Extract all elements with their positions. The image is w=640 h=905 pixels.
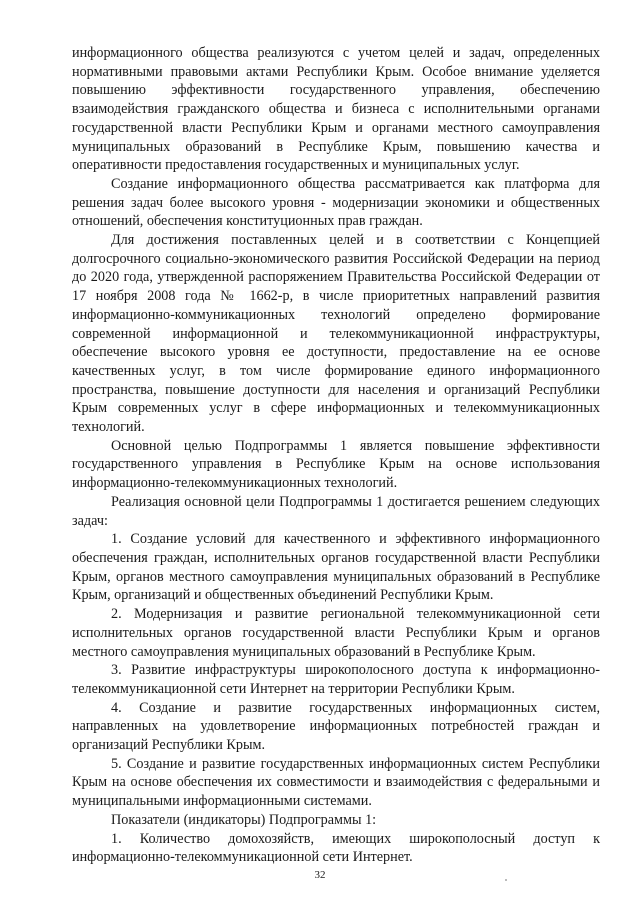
list-item: 1. Количество домохозяйств, имеющих широкополосный доступ к информационно-телекоммуникационной сети Интернет.	[72, 830, 600, 866]
list-item: 1. Создание условий для качественного и эффективного информационного обеспечения граждан, исполнительных органов государственной власти Республики Крым, органов местного самоуправления муниципальных образований в Республике Крым, организаций и общественных объединений Республики Крым.	[72, 531, 600, 604]
list-item: 3. Развитие инфраструктуры широкополосного доступа к информационно-телекоммуникационной сети Интернет на территории Республики Крым.	[72, 662, 600, 697]
paragraph: информационного общества реализуются с учетом целей и задач, определенных нормативными правовыми актами Республики Крым. Особое внимание уделяется повышению эффективности государственного управления, обеспечению взаимодействия гражданского общества и бизнеса с исполнительными органами государственной власти Республики Крым и органами местного самоуправления муниципальных образований в Республике Крым, повышению качества и оперативности предоставления государственных и муниципальных услуг.	[72, 45, 600, 174]
list-item: 2. Модернизация и развитие региональной телекоммуникационной сети исполнительных органов государственной власти Республики Крым и органов местного самоуправления муниципальных образований в Республике Крым.	[72, 606, 600, 660]
document-body	[72, 44, 600, 867]
paragraph: Реализация основной цели Подпрограммы 1 достигается решением следующих задач:	[72, 493, 600, 529]
paragraph: Создание информационного общества рассматривается как платформа для решения задач более высокого уровня - модернизации экономики и общественных отношений, обеспечения конституционных прав граждан.	[72, 175, 600, 230]
scan-speck	[505, 879, 507, 881]
list-item: 4. Создание и развитие государственных информационных систем, направленных на удовлетворение информационных потребностей граждан и организаций Республики Крым.	[72, 699, 600, 754]
paragraph: Для достижения поставленных целей и в соответствии с Концепцией долгосрочного социально-экономического развития Российской Федерации на период до 2020 года, утвержденной распоряжением Правительства Российской Федерации от 17 ноября 2008 года № 1662-р, в числе приоритетных направлений развития информационно-коммуникационных технологий определено формирование современной информационной и телекоммуникационной инфраструктуры, обеспечение высокого уровня ее доступности, предоставление на ее основе качественных услуг, в том числе формирование единого информационного пространства, повышение доступности для населения и организаций Республики Крым современных услуг в сфере информационных и телекоммуникационных технологий.	[72, 232, 600, 436]
list-item: 5. Создание и развитие государственных информационных систем Республики Крым на основе обеспечения их совместимости и взаимодействия с федеральными и муниципальными информационными системами.	[72, 755, 600, 810]
paragraph: Показатели (индикаторы) Подпрограммы 1:	[111, 811, 377, 828]
paragraph: Основной целью Подпрограммы 1 является повышение эффективности государственного управления в Республике Крым на основе использования информационно-телекоммуникационных технологий.	[72, 437, 600, 492]
page-number: 32	[314, 869, 326, 881]
